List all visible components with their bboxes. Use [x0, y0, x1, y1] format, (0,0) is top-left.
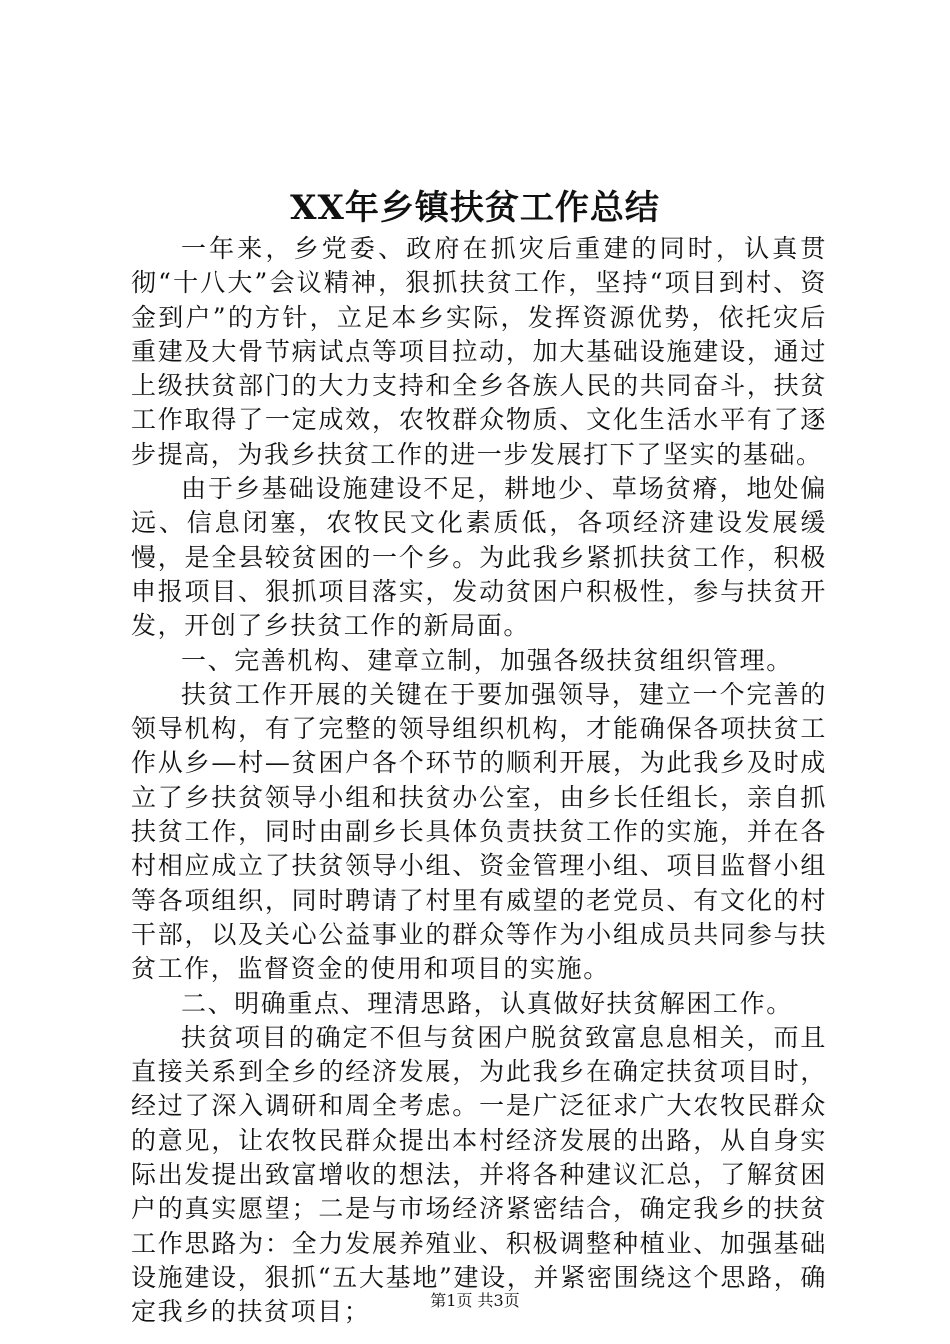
body-paragraph: 扶贫工作开展的关键在于要加强领导，建立一个完善的领导机构，有了完整的领导组织机构，才能确保各项扶贫工作从乡—村—贫困户各个环节的顺利开展，为此我乡及时成立了乡扶贫领导小组和扶贫办公室，由乡长任组长，亲自抓扶贫工作，同时由副乡长具体负责扶贫工作的实施，并在各村相应成立了扶贫领导小组、资金管理小组、项目监督小组等各项组织，同时聘请了村里有威望的老党员、有文化的村干部，以及关心公益事业的群众等作为小组成员共同参与扶贫工作，监督资金的使用和项目的实施。 — [131, 679, 827, 984]
body-paragraph: 扶贫项目的确定不但与贫困户脱贫致富息息相关，而且直接关系到全乡的经济发展，为此我乡在确定扶贫项目时，经过了深入调研和周全考虑。一是广泛征求广大农牧民群众的意见，让农牧民群众提出本村经济发展的出路，从自身实际出发提出致富增收的想法，并将各种建议汇总，了解贫困户的真实愿望；二是与市场经济紧密结合，确定我乡的扶贫工作思路为：全力发展养殖业、积极调整种植业、加强基础设施建设，狠抓“五大基地”建设，并紧密围绕这个思路，确定我乡的扶贫项目； — [131, 1022, 827, 1327]
section-heading: 二、明确重点、理清思路，认真做好扶贫解困工作。 — [181, 988, 793, 1018]
body-paragraph: 一年来，乡党委、政府在抓灾后重建的同时，认真贯彻“十八大”会议精神，狠抓扶贫工作，坚持“项目到村、资金到户”的方针，立足本乡实际，发挥资源优势，依托灾后重建及大骨节病试点等项目拉动，加大基础设施建设，通过上级扶贫部门的大力支持和全乡各族人民的共同奋斗，扶贫工作取得了一定成效，农牧群众物质、文化生活水平有了逐步提高，为我乡扶贫工作的进一步发展打下了坚实的基础。 — [131, 234, 827, 469]
body-paragraph: 由于乡基础设施建设不足，耕地少、草场贫瘠，地处偏远、信息闭塞，农牧民文化素质低，各项经济建设发展缓慢，是全县较贫困的一个乡。为此我乡紧抓扶贫工作，积极申报项目、狠抓项目落实，发动贫困户积极性，参与扶贫开发，开创了乡扶贫工作的新局面。 — [131, 474, 827, 641]
document-body — [131, 232, 827, 1330]
page-number-footer: 第1页 共3页 — [430, 1291, 520, 1310]
document-title: XX年乡镇扶贫工作总结 — [290, 188, 660, 228]
section-heading: 一、完善机构、建章立制，加强各级扶贫组织管理。 — [181, 645, 793, 675]
